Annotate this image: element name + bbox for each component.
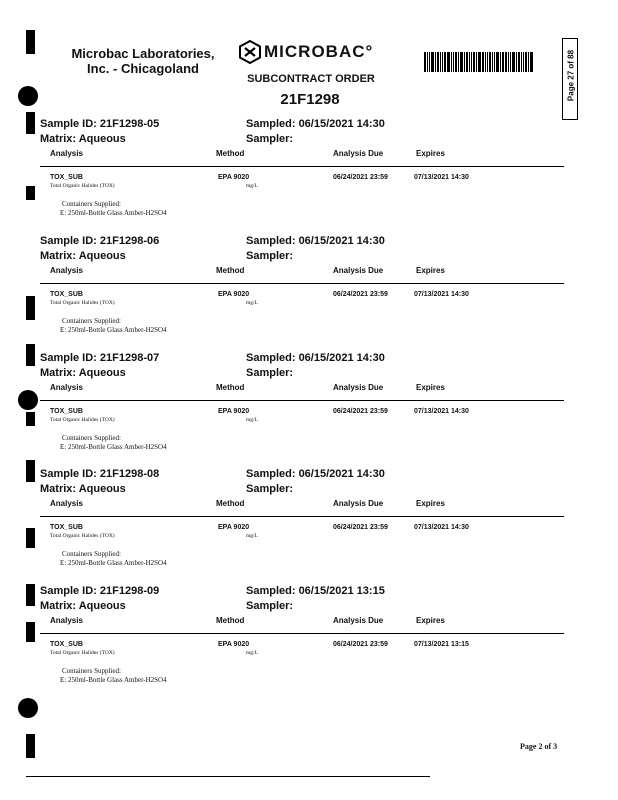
scan-mark: [26, 344, 35, 366]
barcode-bar: [528, 52, 529, 72]
containers-value: E: 250ml-Bottle Glass Amber-H2SO4: [60, 209, 167, 217]
sample-id: Sample ID: 21F1298-08: [40, 468, 160, 480]
expires-value: 07/13/2021 14:30: [414, 174, 469, 181]
containers-label: Containers Supplied:: [62, 550, 121, 558]
header-analysis-due: Analysis Due: [333, 499, 384, 508]
analysis-description: Total Organic Halides (TOX): [50, 533, 115, 539]
header-analysis-due: Analysis Due: [333, 616, 384, 625]
barcode-bar: [458, 52, 459, 72]
expires-value: 07/13/2021 14:30: [414, 291, 469, 298]
sample-block: [38, 468, 568, 585]
expires-value: 07/13/2021 13:15: [414, 641, 469, 648]
analysis-description: Total Organic Halides (TOX): [50, 650, 115, 656]
containers-value: E: 250ml-Bottle Glass Amber-H2SO4: [60, 676, 167, 684]
header-expires: Expires: [416, 266, 445, 275]
header-method: Method: [216, 616, 245, 625]
footer-page: Page 2 of 3: [520, 742, 558, 751]
scan-mark: [26, 622, 35, 642]
barcode-bar: [455, 52, 457, 72]
order-label: SUBCONTRACT ORDER: [247, 73, 375, 85]
sampled-date: Sampled: 06/15/2021 14:30: [246, 118, 385, 130]
method-value: EPA 9020: [218, 524, 250, 531]
barcode-bar: [523, 52, 524, 72]
sampler-label: Sampler:: [246, 367, 294, 379]
barcode-bar: [451, 52, 452, 72]
containers-value: E: 250ml-Bottle Glass Amber-H2SO4: [60, 559, 167, 567]
barcode: [424, 52, 558, 72]
table-rule: [40, 633, 564, 634]
containers-label: Containers Supplied:: [62, 667, 121, 675]
barcode-bar: [464, 52, 465, 72]
sampler-label: Sampler:: [246, 133, 294, 145]
table-rule: [40, 283, 564, 284]
analysis-code: TOX_SUB: [50, 524, 83, 531]
header-analysis-due: Analysis Due: [333, 266, 384, 275]
header-analysis-due: Analysis Due: [333, 149, 384, 158]
analysis-code: TOX_SUB: [50, 174, 83, 181]
sample-matrix: Matrix: Aqueous: [40, 133, 126, 145]
barcode-bar: [453, 52, 454, 72]
sampled-date: Sampled: 06/15/2021 14:30: [246, 235, 385, 247]
barcode-bar: [512, 52, 515, 72]
unit-value: mg/L: [246, 533, 258, 539]
sampled-date: Sampled: 06/15/2021 13:15: [246, 585, 385, 597]
containers-label: Containers Supplied:: [62, 317, 121, 325]
scan-mark: [26, 186, 35, 200]
header-analysis: Analysis: [50, 383, 83, 392]
method-value: EPA 9020: [218, 641, 250, 648]
barcode-bar: [444, 52, 446, 72]
table-rule: [40, 516, 564, 517]
analysis-description: Total Organic Halides (TOX): [50, 183, 115, 189]
order-number: 21F1298: [280, 91, 340, 108]
sample-matrix: Matrix: Aqueous: [40, 483, 126, 495]
unit-value: mg/L: [246, 650, 258, 656]
header-expires: Expires: [416, 149, 445, 158]
barcode-bar: [442, 52, 443, 72]
containers-value: E: 250ml-Bottle Glass Amber-H2SO4: [60, 326, 167, 334]
scan-hole: [18, 390, 38, 410]
containers-label: Containers Supplied:: [62, 434, 121, 442]
sample-id: Sample ID: 21F1298-09: [40, 585, 160, 597]
header-expires: Expires: [416, 616, 445, 625]
barcode-bar: [530, 52, 533, 72]
scan-mark: [26, 412, 35, 426]
barcode-bar: [502, 52, 504, 72]
analysis-due-value: 06/24/2021 23:59: [333, 174, 388, 181]
barcode-bar: [496, 52, 499, 72]
containers-value: E: 250ml-Bottle Glass Amber-H2SO4: [60, 443, 167, 451]
scan-mark: [26, 734, 35, 758]
barcode-bar: [494, 52, 495, 72]
barcode-bar: [473, 52, 475, 72]
barcode-bar: [435, 52, 436, 72]
analysis-due-value: 06/24/2021 23:59: [333, 408, 388, 415]
header-method: Method: [216, 499, 245, 508]
header-analysis-due: Analysis Due: [333, 383, 384, 392]
barcode-bar: [431, 52, 434, 72]
barcode-bar: [500, 52, 501, 72]
sampled-date: Sampled: 06/15/2021 14:30: [246, 468, 385, 480]
sample-id: Sample ID: 21F1298-06: [40, 235, 160, 247]
barcode-bar: [424, 52, 426, 72]
header-method: Method: [216, 383, 245, 392]
barcode-bar: [471, 52, 472, 72]
barcode-bar: [510, 52, 511, 72]
method-value: EPA 9020: [218, 408, 250, 415]
sample-block: [38, 118, 568, 235]
analysis-due-value: 06/24/2021 23:59: [333, 524, 388, 531]
header-expires: Expires: [416, 383, 445, 392]
bottom-rule: [26, 776, 430, 777]
page-side-label: Page 27 of 88: [566, 49, 576, 102]
header-analysis: Analysis: [50, 499, 83, 508]
barcode-bar: [478, 52, 481, 72]
sampler-label: Sampler:: [246, 483, 294, 495]
unit-value: mg/L: [246, 183, 258, 189]
scan-mark: [26, 460, 35, 482]
barcode-bar: [518, 52, 520, 72]
sample-block: [38, 585, 568, 702]
header-analysis: Analysis: [50, 149, 83, 158]
sampler-label: Sampler:: [246, 600, 294, 612]
analysis-due-value: 06/24/2021 23:59: [333, 291, 388, 298]
logo-text: MICROBAC°: [264, 42, 374, 61]
table-rule: [40, 166, 564, 167]
hexagon-logo-icon: [238, 40, 262, 64]
scan-mark: [26, 296, 35, 320]
barcode-bar: [447, 52, 450, 72]
sample-block: [38, 352, 568, 469]
barcode-bar: [466, 52, 468, 72]
scan-mark: [26, 584, 35, 606]
scan-hole: [18, 698, 38, 718]
barcode-bar: [485, 52, 486, 72]
analysis-description: Total Organic Halides (TOX): [50, 417, 115, 423]
header-analysis: Analysis: [50, 616, 83, 625]
method-value: EPA 9020: [218, 291, 250, 298]
barcode-bar: [427, 52, 428, 72]
sample-matrix: Matrix: Aqueous: [40, 367, 126, 379]
sample-id: Sample ID: 21F1298-07: [40, 352, 160, 364]
unit-value: mg/L: [246, 417, 258, 423]
barcode-bar: [505, 52, 507, 72]
analysis-code: TOX_SUB: [50, 408, 83, 415]
sample-matrix: Matrix: Aqueous: [40, 600, 126, 612]
containers-label: Containers Supplied:: [62, 200, 121, 208]
header-expires: Expires: [416, 499, 445, 508]
barcode-bar: [482, 52, 484, 72]
sample-id: Sample ID: 21F1298-05: [40, 118, 160, 130]
analysis-description: Total Organic Halides (TOX): [50, 300, 115, 306]
company-line-2: Inc. - Chicagoland: [87, 61, 199, 76]
barcode-bar: [525, 52, 527, 72]
barcode-bar: [521, 52, 522, 72]
barcode-bar: [508, 52, 509, 72]
barcode-bar: [460, 52, 463, 72]
header-method: Method: [216, 266, 245, 275]
scan-mark: [26, 528, 35, 548]
table-rule: [40, 400, 564, 401]
header-method: Method: [216, 149, 245, 158]
microbac-logo: [238, 40, 388, 66]
barcode-bar: [487, 52, 488, 72]
sampled-date: Sampled: 06/15/2021 14:30: [246, 352, 385, 364]
header-analysis: Analysis: [50, 266, 83, 275]
analysis-code: TOX_SUB: [50, 641, 83, 648]
barcode-bar: [516, 52, 517, 72]
expires-value: 07/13/2021 14:30: [414, 408, 469, 415]
sample-matrix: Matrix: Aqueous: [40, 250, 126, 262]
method-value: EPA 9020: [218, 174, 250, 181]
analysis-due-value: 06/24/2021 23:59: [333, 641, 388, 648]
page-box: [562, 38, 578, 120]
barcode-bar: [489, 52, 491, 72]
expires-value: 07/13/2021 14:30: [414, 524, 469, 531]
scan-mark: [26, 112, 35, 134]
barcode-bar: [429, 52, 430, 72]
analysis-code: TOX_SUB: [50, 291, 83, 298]
sampler-label: Sampler:: [246, 250, 294, 262]
barcode-bar: [437, 52, 439, 72]
scan-mark: [26, 30, 35, 54]
company-line-1: Microbac Laboratories,: [71, 46, 215, 61]
scan-hole: [18, 86, 38, 106]
barcode-bar: [469, 52, 470, 72]
barcode-bar: [492, 52, 493, 72]
sample-block: [38, 235, 568, 352]
barcode-bar: [476, 52, 477, 72]
unit-value: mg/L: [246, 300, 258, 306]
barcode-bar: [440, 52, 441, 72]
company-name: [58, 46, 228, 76]
